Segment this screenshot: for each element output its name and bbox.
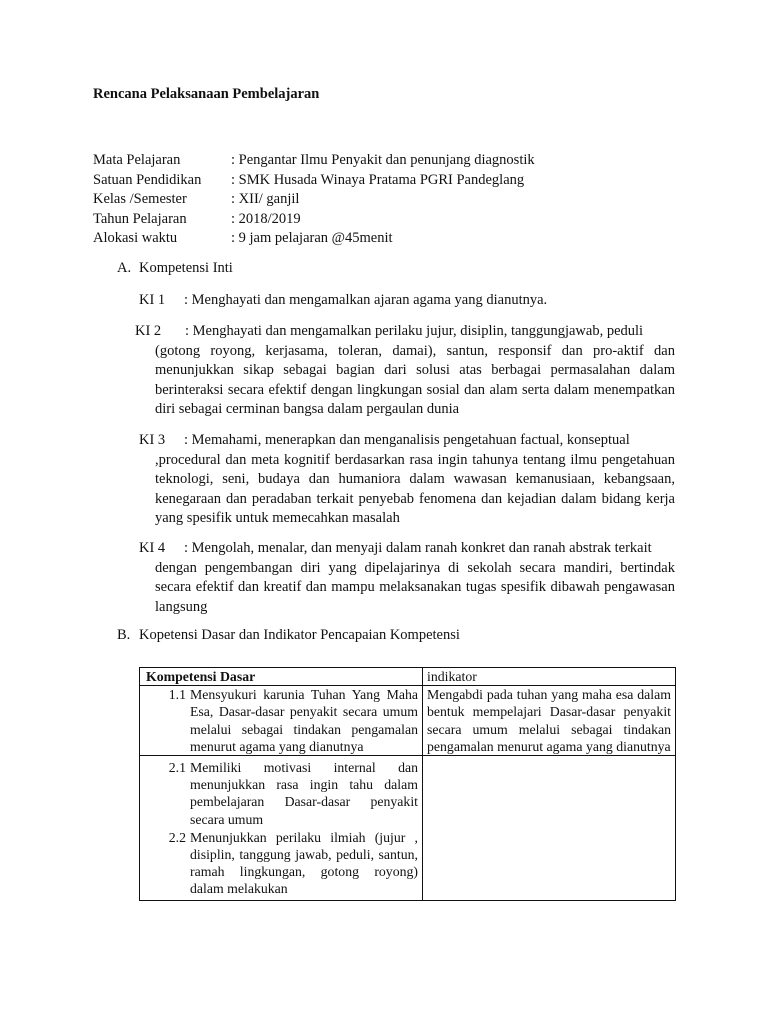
info-label: Alokasi waktu bbox=[93, 230, 178, 247]
kd-cell bbox=[140, 686, 423, 756]
indikator-cell bbox=[423, 686, 676, 756]
header-kompetensi-dasar: Kompetensi Dasar bbox=[140, 668, 423, 686]
ki-text: : Memahami, menerapkan dan menganalisis pengetahuan factual, konseptual bbox=[184, 432, 630, 448]
ki-item bbox=[135, 322, 675, 420]
info-row bbox=[93, 229, 535, 249]
info-label: Kelas /Semester bbox=[93, 191, 187, 208]
kd-text: Memiliki motivasi internal dan menunjukkan rasa ingin tahu dalam pembelajaran Dasar-dasar penyakit secara umum bbox=[190, 760, 418, 827]
kd-text: Menunjukkan perilaku ilmiah (jujur , disiplin, tanggung jawab, peduli, santun, ramah lingkungan, gotong royong) dalam melakukan bbox=[190, 829, 418, 897]
table-header-row bbox=[140, 668, 676, 686]
ki-text: : Mengolah, menalar, dan menyaji dalam ranah konkret dan ranah abstrak terkait bbox=[184, 540, 652, 556]
info-row bbox=[93, 210, 535, 230]
ki-label: KI 1 bbox=[139, 292, 166, 308]
info-value: : XII/ ganjil bbox=[231, 191, 300, 208]
ki-item bbox=[139, 539, 675, 617]
indikator-text: Mengabdi pada tuhan yang maha esa dalam bentuk mempelajari Dasar-dasar penyakit secara umum melalui sebagai tindakan pengamalan menurut agama yang dianutnya bbox=[427, 687, 671, 754]
info-label: Mata Pelajaran bbox=[93, 152, 181, 168]
kd-text: Mensyukuri karunia Tuhan Yang Maha Esa, Dasar-dasar penyakit secara umum melalui sebagai tindakan pengamalan menurut agama yang dianutnya bbox=[190, 687, 418, 754]
ki-first-line bbox=[135, 322, 675, 342]
info-value: : 2018/2019 bbox=[231, 210, 301, 227]
ki-label: KI 4 bbox=[139, 540, 166, 556]
ki-item bbox=[139, 431, 675, 529]
ki-first-line bbox=[139, 431, 675, 451]
ki-item bbox=[139, 291, 579, 311]
ki-body: (gotong royong, kerjasama, toleran, damai), santun, responsif dan pro-aktif dan menunjukkan sikap sebagai bagian dari solusi atas berbagai permasalahan dalam berinteraksi secara efektif dengan lingkungan sosial dan alam serta dalam menempatkan diri sebagai cerminan bangsa dalam pergaulan dunia bbox=[155, 342, 675, 418]
info-value: : SMK Husada Winaya Pratama PGRI Pandeglang bbox=[231, 171, 525, 188]
ki-text: : Menghayati dan mengamalkan ajaran agama yang dianutnya. bbox=[184, 292, 548, 308]
ki-label: KI 3 bbox=[139, 432, 166, 448]
section-title: Kopetensi Dasar dan Indikator Pencapaian Kompetensi bbox=[139, 627, 460, 643]
info-label: Tahun Pelajaran bbox=[93, 210, 187, 227]
ki-label: KI 2 bbox=[135, 323, 162, 339]
info-value: : Pengantar Ilmu Penyakit dan penunjang diagnostik bbox=[231, 152, 535, 168]
section-b-heading bbox=[117, 627, 460, 644]
kd-number: 1.1 bbox=[168, 687, 186, 703]
table-row bbox=[140, 756, 676, 901]
info-label: Satuan Pendidikan bbox=[93, 171, 202, 188]
kd-item bbox=[144, 756, 418, 828]
kd-number: 2.2 bbox=[168, 829, 186, 845]
ki-body: ,procedural dan meta kognitif berdasarkan rasa ingin tahunya tentang ilmu pengetahuan teknologi, seni, budaya dan humaniora dalam wawasan kemanusiaan, kebangsaan, kenegaraan dan peradaban terkait penyebab fenomena dan kejadian dalam bidang kerja yang spesifik untuk memecahkan masalah bbox=[155, 451, 675, 527]
kd-item bbox=[144, 828, 418, 898]
indikator-cell bbox=[423, 756, 676, 901]
kd-number: 2.1 bbox=[168, 760, 186, 776]
section-letter: A. bbox=[117, 260, 132, 276]
ki-text: : Menghayati dan mengamalkan perilaku jujur, disiplin, tanggungjawab, peduli bbox=[185, 323, 644, 339]
ki-body: dengan pengembangan diri yang dipelajarinya di sekolah secara mandiri, bertindak secara efektif dan kreatif dan mampu melaksanakan tugas spesifik dibawah pengawasan langsung bbox=[155, 559, 675, 615]
table-row bbox=[140, 686, 676, 756]
kd-cell bbox=[140, 756, 423, 901]
ki-first-line bbox=[139, 291, 579, 311]
section-a-heading bbox=[117, 260, 233, 277]
kd-item bbox=[144, 686, 418, 755]
section-title: Kompetensi Inti bbox=[139, 260, 233, 276]
document-title: Rencana Pelaksanaan Pembelajaran bbox=[93, 86, 320, 102]
header-indikator: indikator bbox=[423, 668, 676, 686]
info-block bbox=[93, 151, 535, 249]
info-row bbox=[93, 190, 535, 210]
info-row bbox=[93, 171, 535, 191]
info-value: : 9 jam pelajaran @45menit bbox=[231, 230, 393, 247]
info-row bbox=[93, 151, 535, 171]
kd-table bbox=[139, 667, 676, 901]
section-letter: B. bbox=[117, 627, 131, 643]
ki-first-line bbox=[139, 539, 675, 559]
